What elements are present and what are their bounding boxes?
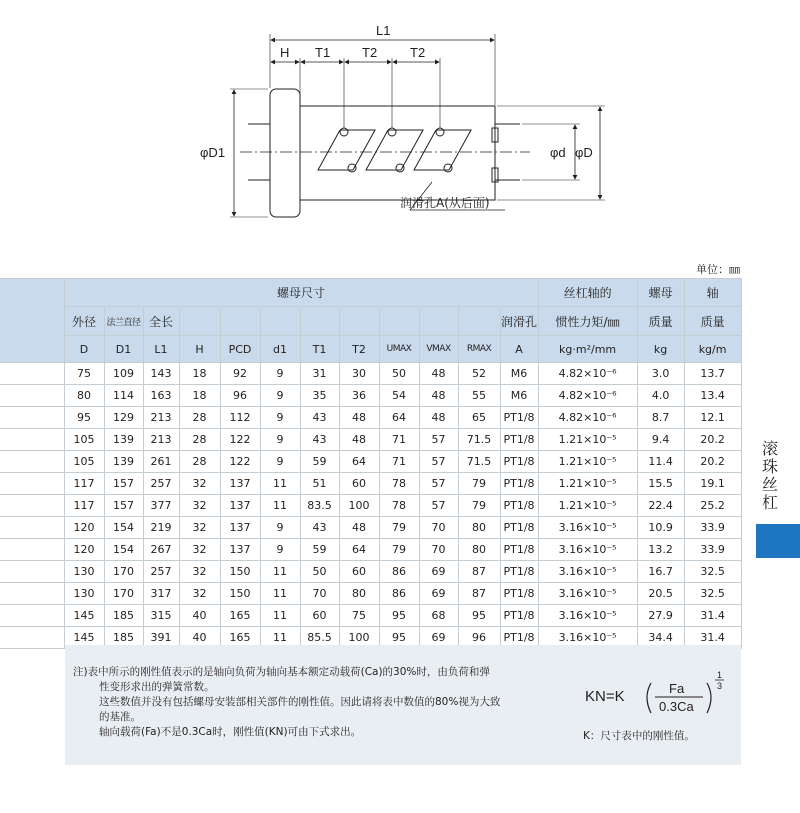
symbol-H: H	[179, 336, 220, 363]
table-cell: 95	[379, 627, 419, 649]
table-cell: M6	[500, 385, 538, 407]
table-row	[0, 495, 741, 517]
table-cell: 80	[458, 539, 500, 561]
table-cell: 60	[339, 561, 379, 583]
table-cell: 9.4	[637, 429, 684, 451]
table-cell: 52	[458, 363, 500, 385]
table-cell: 9	[260, 429, 300, 451]
table-cell: 100	[339, 627, 379, 649]
table-cell: 48	[419, 385, 458, 407]
table-cell: 36	[339, 385, 379, 407]
table-cell: 18	[179, 363, 220, 385]
symbol-T1: T1	[300, 336, 339, 363]
table-cell: 1.21×10⁻⁵	[538, 473, 637, 495]
table-cell: 261	[143, 451, 179, 473]
table-cell: 92	[220, 363, 260, 385]
row-lead	[0, 385, 64, 407]
table-cell: 4.82×10⁻⁶	[538, 407, 637, 429]
table-cell: 32.5	[684, 583, 741, 605]
table-row	[0, 517, 741, 539]
dim-L1: L1	[376, 23, 391, 38]
row-lead	[0, 407, 64, 429]
table-cell: 16.7	[637, 561, 684, 583]
table-cell: 1.21×10⁻⁵	[538, 495, 637, 517]
table-cell: 28	[179, 429, 220, 451]
dim-T2b: T2	[410, 45, 426, 60]
table-cell: 11	[260, 605, 300, 627]
table-cell: 145	[64, 627, 104, 649]
formula-exp-num: 1	[717, 670, 723, 680]
table-cell: 80	[64, 385, 104, 407]
table-cell: 86	[379, 561, 419, 583]
table-cell: PT1/8	[500, 627, 538, 649]
table-cell: 32	[179, 539, 220, 561]
table-cell: M6	[500, 363, 538, 385]
table-cell: 170	[104, 583, 143, 605]
table-cell: 48	[419, 363, 458, 385]
table-cell: 64	[339, 451, 379, 473]
header-nut-dims: 螺母尺寸	[64, 279, 538, 307]
table-cell: 11	[260, 561, 300, 583]
table-cell: 79	[379, 517, 419, 539]
header-shaft-mass-1: 轴	[684, 279, 741, 307]
table-cell: 137	[220, 473, 260, 495]
table-cell: 50	[300, 561, 339, 583]
table-row	[0, 605, 741, 627]
table-cell: 13.4	[684, 385, 741, 407]
unit-shaft-mass: kg/m	[684, 336, 741, 363]
table-cell: 95	[64, 407, 104, 429]
table-cell: 83.5	[300, 495, 339, 517]
note-line-3: 这些数值并没有包括螺母安装部相关部件的刚性值。因此请将表中数值的80%视为大致	[99, 696, 501, 708]
table-cell: 80	[458, 517, 500, 539]
row-lead	[0, 363, 64, 385]
table-cell: 145	[64, 605, 104, 627]
table-row	[0, 363, 741, 385]
table-cell: 71.5	[458, 429, 500, 451]
symbol-UMAX: UMAX	[379, 336, 419, 363]
table-row	[0, 583, 741, 605]
table-cell: 19.1	[684, 473, 741, 495]
table-cell: 4.82×10⁻⁶	[538, 363, 637, 385]
table-cell: 11	[260, 583, 300, 605]
symbol-T2: T2	[339, 336, 379, 363]
table-cell: 11	[260, 627, 300, 649]
table-cell: 154	[104, 539, 143, 561]
note-line-2: 性变形求出的弹簧常数。	[99, 681, 215, 693]
table-cell: 9	[260, 517, 300, 539]
table-cell: 33.9	[684, 517, 741, 539]
dim-T2a: T2	[362, 45, 378, 60]
table-cell: PT1/8	[500, 583, 538, 605]
table-cell: 130	[64, 561, 104, 583]
table-cell: 71	[379, 451, 419, 473]
table-cell: 213	[143, 429, 179, 451]
header-nut-mass-2: 质量	[637, 307, 684, 336]
table-cell: 143	[143, 363, 179, 385]
dim-H: H	[280, 45, 290, 60]
table-cell: 117	[64, 473, 104, 495]
table-row	[0, 385, 741, 407]
table-cell: 48	[339, 429, 379, 451]
row-lead	[0, 583, 64, 605]
table-cell: 4.0	[637, 385, 684, 407]
header-inertia-1: 丝杠轴的	[538, 279, 637, 307]
formula-exp-den: 3	[717, 681, 723, 691]
formula-denominator: 0.3Ca	[659, 699, 694, 714]
table-cell: 78	[379, 495, 419, 517]
table-cell: 69	[419, 583, 458, 605]
table-cell: 30	[339, 363, 379, 385]
table-cell: 9	[260, 385, 300, 407]
table-cell: 1.21×10⁻⁵	[538, 429, 637, 451]
table-cell: 85.5	[300, 627, 339, 649]
table-cell: PT1/8	[500, 605, 538, 627]
table-cell: 34.4	[637, 627, 684, 649]
table-cell: 317	[143, 583, 179, 605]
note-line-4: 的基准。	[99, 711, 141, 723]
table-cell: 154	[104, 517, 143, 539]
table-cell: 3.0	[637, 363, 684, 385]
formula-numerator: Fa	[669, 681, 685, 696]
table-cell: 35	[300, 385, 339, 407]
table-cell: 22.4	[637, 495, 684, 517]
row-lead	[0, 539, 64, 561]
table-cell: 120	[64, 517, 104, 539]
table-cell: 11	[260, 473, 300, 495]
table-cell: 8.7	[637, 407, 684, 429]
note-line-1: 注)表中所示的刚性值表示的是轴向负荷为轴向基本额定动载荷(Ca)的30%时，由负荷和弹	[73, 666, 490, 678]
formula-lhs: KN=K	[585, 688, 625, 705]
table-cell: 25.2	[684, 495, 741, 517]
table-cell: 20.2	[684, 429, 741, 451]
table-cell: 78	[379, 473, 419, 495]
table-cell: 57	[419, 451, 458, 473]
stiffness-formula	[585, 669, 735, 719]
table-cell: 31.4	[684, 605, 741, 627]
table-cell: 105	[64, 451, 104, 473]
table-cell: 32	[179, 561, 220, 583]
table-cell: 57	[419, 473, 458, 495]
table-cell: 96	[458, 627, 500, 649]
table-cell: 79	[458, 495, 500, 517]
table-cell: 315	[143, 605, 179, 627]
symbol-PCD: PCD	[220, 336, 260, 363]
table-cell: 48	[419, 407, 458, 429]
table-cell: 163	[143, 385, 179, 407]
table-row	[0, 407, 741, 429]
unit-inertia: kg·m²/mm	[538, 336, 637, 363]
table-cell: 60	[339, 473, 379, 495]
table-cell: 12.1	[684, 407, 741, 429]
table-cell: 185	[104, 627, 143, 649]
table-cell: 95	[379, 605, 419, 627]
note-box	[65, 645, 741, 765]
table-row	[0, 539, 741, 561]
table-cell: 64	[339, 539, 379, 561]
table-cell: PT1/8	[500, 473, 538, 495]
table-cell: 3.16×10⁻⁵	[538, 583, 637, 605]
table-cell: 9	[260, 451, 300, 473]
header-oil: 润滑孔	[500, 307, 538, 336]
table-cell: PT1/8	[500, 495, 538, 517]
row-lead	[0, 627, 64, 649]
table-cell: 185	[104, 605, 143, 627]
table-cell: 139	[104, 429, 143, 451]
table-cell: 32	[179, 517, 220, 539]
table-cell: 20.2	[684, 451, 741, 473]
header-shaft-mass-2: 质量	[684, 307, 741, 336]
table-row	[0, 561, 741, 583]
table-cell: 9	[260, 407, 300, 429]
nut-drawing	[0, 0, 800, 260]
table-cell: 139	[104, 451, 143, 473]
symbol-D1: D1	[104, 336, 143, 363]
table-cell: 31.4	[684, 627, 741, 649]
table-cell: 137	[220, 539, 260, 561]
table-cell: 257	[143, 473, 179, 495]
table-cell: 13.7	[684, 363, 741, 385]
symbol-D: D	[64, 336, 104, 363]
table-cell: 69	[419, 627, 458, 649]
table-cell: 54	[379, 385, 419, 407]
table-cell: 32	[179, 583, 220, 605]
table-cell: 267	[143, 539, 179, 561]
header-length: 全长	[143, 307, 179, 336]
table-cell: 55	[458, 385, 500, 407]
table-cell: 87	[458, 583, 500, 605]
oil-hole-label: 润滑孔A(从后面)	[400, 196, 490, 210]
row-lead	[0, 605, 64, 627]
table-cell: 65	[458, 407, 500, 429]
table-cell: 219	[143, 517, 179, 539]
table-cell: 80	[339, 583, 379, 605]
table-cell: 157	[104, 495, 143, 517]
dim-phid: φd	[550, 145, 566, 160]
symbol-L1: L1	[143, 336, 179, 363]
table-cell: 120	[64, 539, 104, 561]
table-cell: 117	[64, 495, 104, 517]
table-cell: PT1/8	[500, 561, 538, 583]
table-cell: PT1/8	[500, 517, 538, 539]
table-cell: 64	[379, 407, 419, 429]
row-lead	[0, 517, 64, 539]
dim-phiD: φD	[575, 145, 593, 160]
table-row	[0, 473, 741, 495]
table-cell: 87	[458, 561, 500, 583]
table-cell: PT1/8	[500, 451, 538, 473]
k-description: K：尺寸表中的刚性值。	[583, 730, 695, 742]
table-cell: 28	[179, 407, 220, 429]
table-cell: 32	[179, 495, 220, 517]
table-cell: PT1/8	[500, 407, 538, 429]
header-nut-mass-1: 螺母	[637, 279, 684, 307]
table-cell: 50	[379, 363, 419, 385]
table-cell: 79	[379, 539, 419, 561]
table-cell: 130	[64, 583, 104, 605]
table-cell: 70	[419, 517, 458, 539]
table-cell: 68	[419, 605, 458, 627]
dim-phiD1: φD1	[200, 145, 226, 160]
table-cell: 70	[300, 583, 339, 605]
table-cell: 59	[300, 539, 339, 561]
table-cell: 3.16×10⁻⁵	[538, 517, 637, 539]
table-cell: 95	[458, 605, 500, 627]
table-cell: 122	[220, 451, 260, 473]
table-cell: 112	[220, 407, 260, 429]
table-cell: 137	[220, 517, 260, 539]
table-cell: 150	[220, 583, 260, 605]
table-row	[0, 429, 741, 451]
header-inertia-2: 惯性力矩/㎜	[538, 307, 637, 336]
table-cell: 33.9	[684, 539, 741, 561]
side-accent-bar	[756, 524, 800, 558]
table-cell: 27.9	[637, 605, 684, 627]
table-row	[0, 451, 741, 473]
table-cell: 4.82×10⁻⁶	[538, 385, 637, 407]
table-cell: 114	[104, 385, 143, 407]
table-cell: PT1/8	[500, 539, 538, 561]
row-lead	[0, 561, 64, 583]
table-cell: 31	[300, 363, 339, 385]
table-cell: 96	[220, 385, 260, 407]
table-cell: 57	[419, 429, 458, 451]
table-cell: 48	[339, 517, 379, 539]
table-cell: 71	[379, 429, 419, 451]
table-cell: 13.2	[637, 539, 684, 561]
table-cell: 3.16×10⁻⁵	[538, 561, 637, 583]
table-cell: 9	[260, 539, 300, 561]
table-cell: 51	[300, 473, 339, 495]
table-cell: 40	[179, 605, 220, 627]
table-cell: 11.4	[637, 451, 684, 473]
table-corner	[0, 279, 64, 363]
table-cell: 28	[179, 451, 220, 473]
table-cell: 213	[143, 407, 179, 429]
table-cell: 60	[300, 605, 339, 627]
symbol-RMAX: RMAX	[458, 336, 500, 363]
table-cell: 15.5	[637, 473, 684, 495]
row-lead	[0, 473, 64, 495]
table-cell: 43	[300, 407, 339, 429]
table-cell: 3.16×10⁻⁵	[538, 539, 637, 561]
symbol-VMAX: VMAX	[419, 336, 458, 363]
table-cell: 75	[64, 363, 104, 385]
table-cell: 71.5	[458, 451, 500, 473]
dim-T1: T1	[315, 45, 331, 60]
header-outer: 外径	[64, 307, 104, 336]
table-cell: 48	[339, 407, 379, 429]
table-cell: 59	[300, 451, 339, 473]
table-cell: 86	[379, 583, 419, 605]
table-cell: 57	[419, 495, 458, 517]
unit-nut-mass: kg	[637, 336, 684, 363]
note-line-5: 轴向载荷(Fa)不是0.3Ca时，刚性值(KN)可由下式求出。	[99, 726, 362, 738]
table-cell: 79	[458, 473, 500, 495]
table-cell: 9	[260, 363, 300, 385]
table-cell: 377	[143, 495, 179, 517]
table-cell: 391	[143, 627, 179, 649]
symbol-A: A	[500, 336, 538, 363]
table-cell: 137	[220, 495, 260, 517]
table-cell: 257	[143, 561, 179, 583]
table-cell: 170	[104, 561, 143, 583]
row-lead	[0, 495, 64, 517]
table-cell: 70	[419, 539, 458, 561]
table-cell: 3.16×10⁻⁵	[538, 605, 637, 627]
table-cell: 100	[339, 495, 379, 517]
table-cell: 1.21×10⁻⁵	[538, 451, 637, 473]
table-cell: 10.9	[637, 517, 684, 539]
table-cell: 43	[300, 517, 339, 539]
table-cell: 20.5	[637, 583, 684, 605]
table-cell: 40	[179, 627, 220, 649]
table-cell: 43	[300, 429, 339, 451]
table-cell: 32.5	[684, 561, 741, 583]
table-cell: 109	[104, 363, 143, 385]
table-cell: 18	[179, 385, 220, 407]
table-cell: 3.16×10⁻⁵	[538, 627, 637, 649]
header-flange: 法兰直径	[104, 307, 143, 336]
unit-label: 单位：㎜	[696, 263, 740, 276]
table-cell: PT1/8	[500, 429, 538, 451]
table-cell: 157	[104, 473, 143, 495]
side-label: 滚珠丝杠	[761, 439, 778, 512]
table-cell: 122	[220, 429, 260, 451]
row-lead	[0, 451, 64, 473]
spec-table	[0, 278, 742, 649]
table-cell: 165	[220, 605, 260, 627]
symbol-d1: d1	[260, 336, 300, 363]
table-cell: 105	[64, 429, 104, 451]
table-cell: 129	[104, 407, 143, 429]
table-cell: 32	[179, 473, 220, 495]
table-cell: 69	[419, 561, 458, 583]
table-cell: 150	[220, 561, 260, 583]
table-cell: 165	[220, 627, 260, 649]
row-lead	[0, 429, 64, 451]
table-cell: 11	[260, 495, 300, 517]
table-cell: 75	[339, 605, 379, 627]
